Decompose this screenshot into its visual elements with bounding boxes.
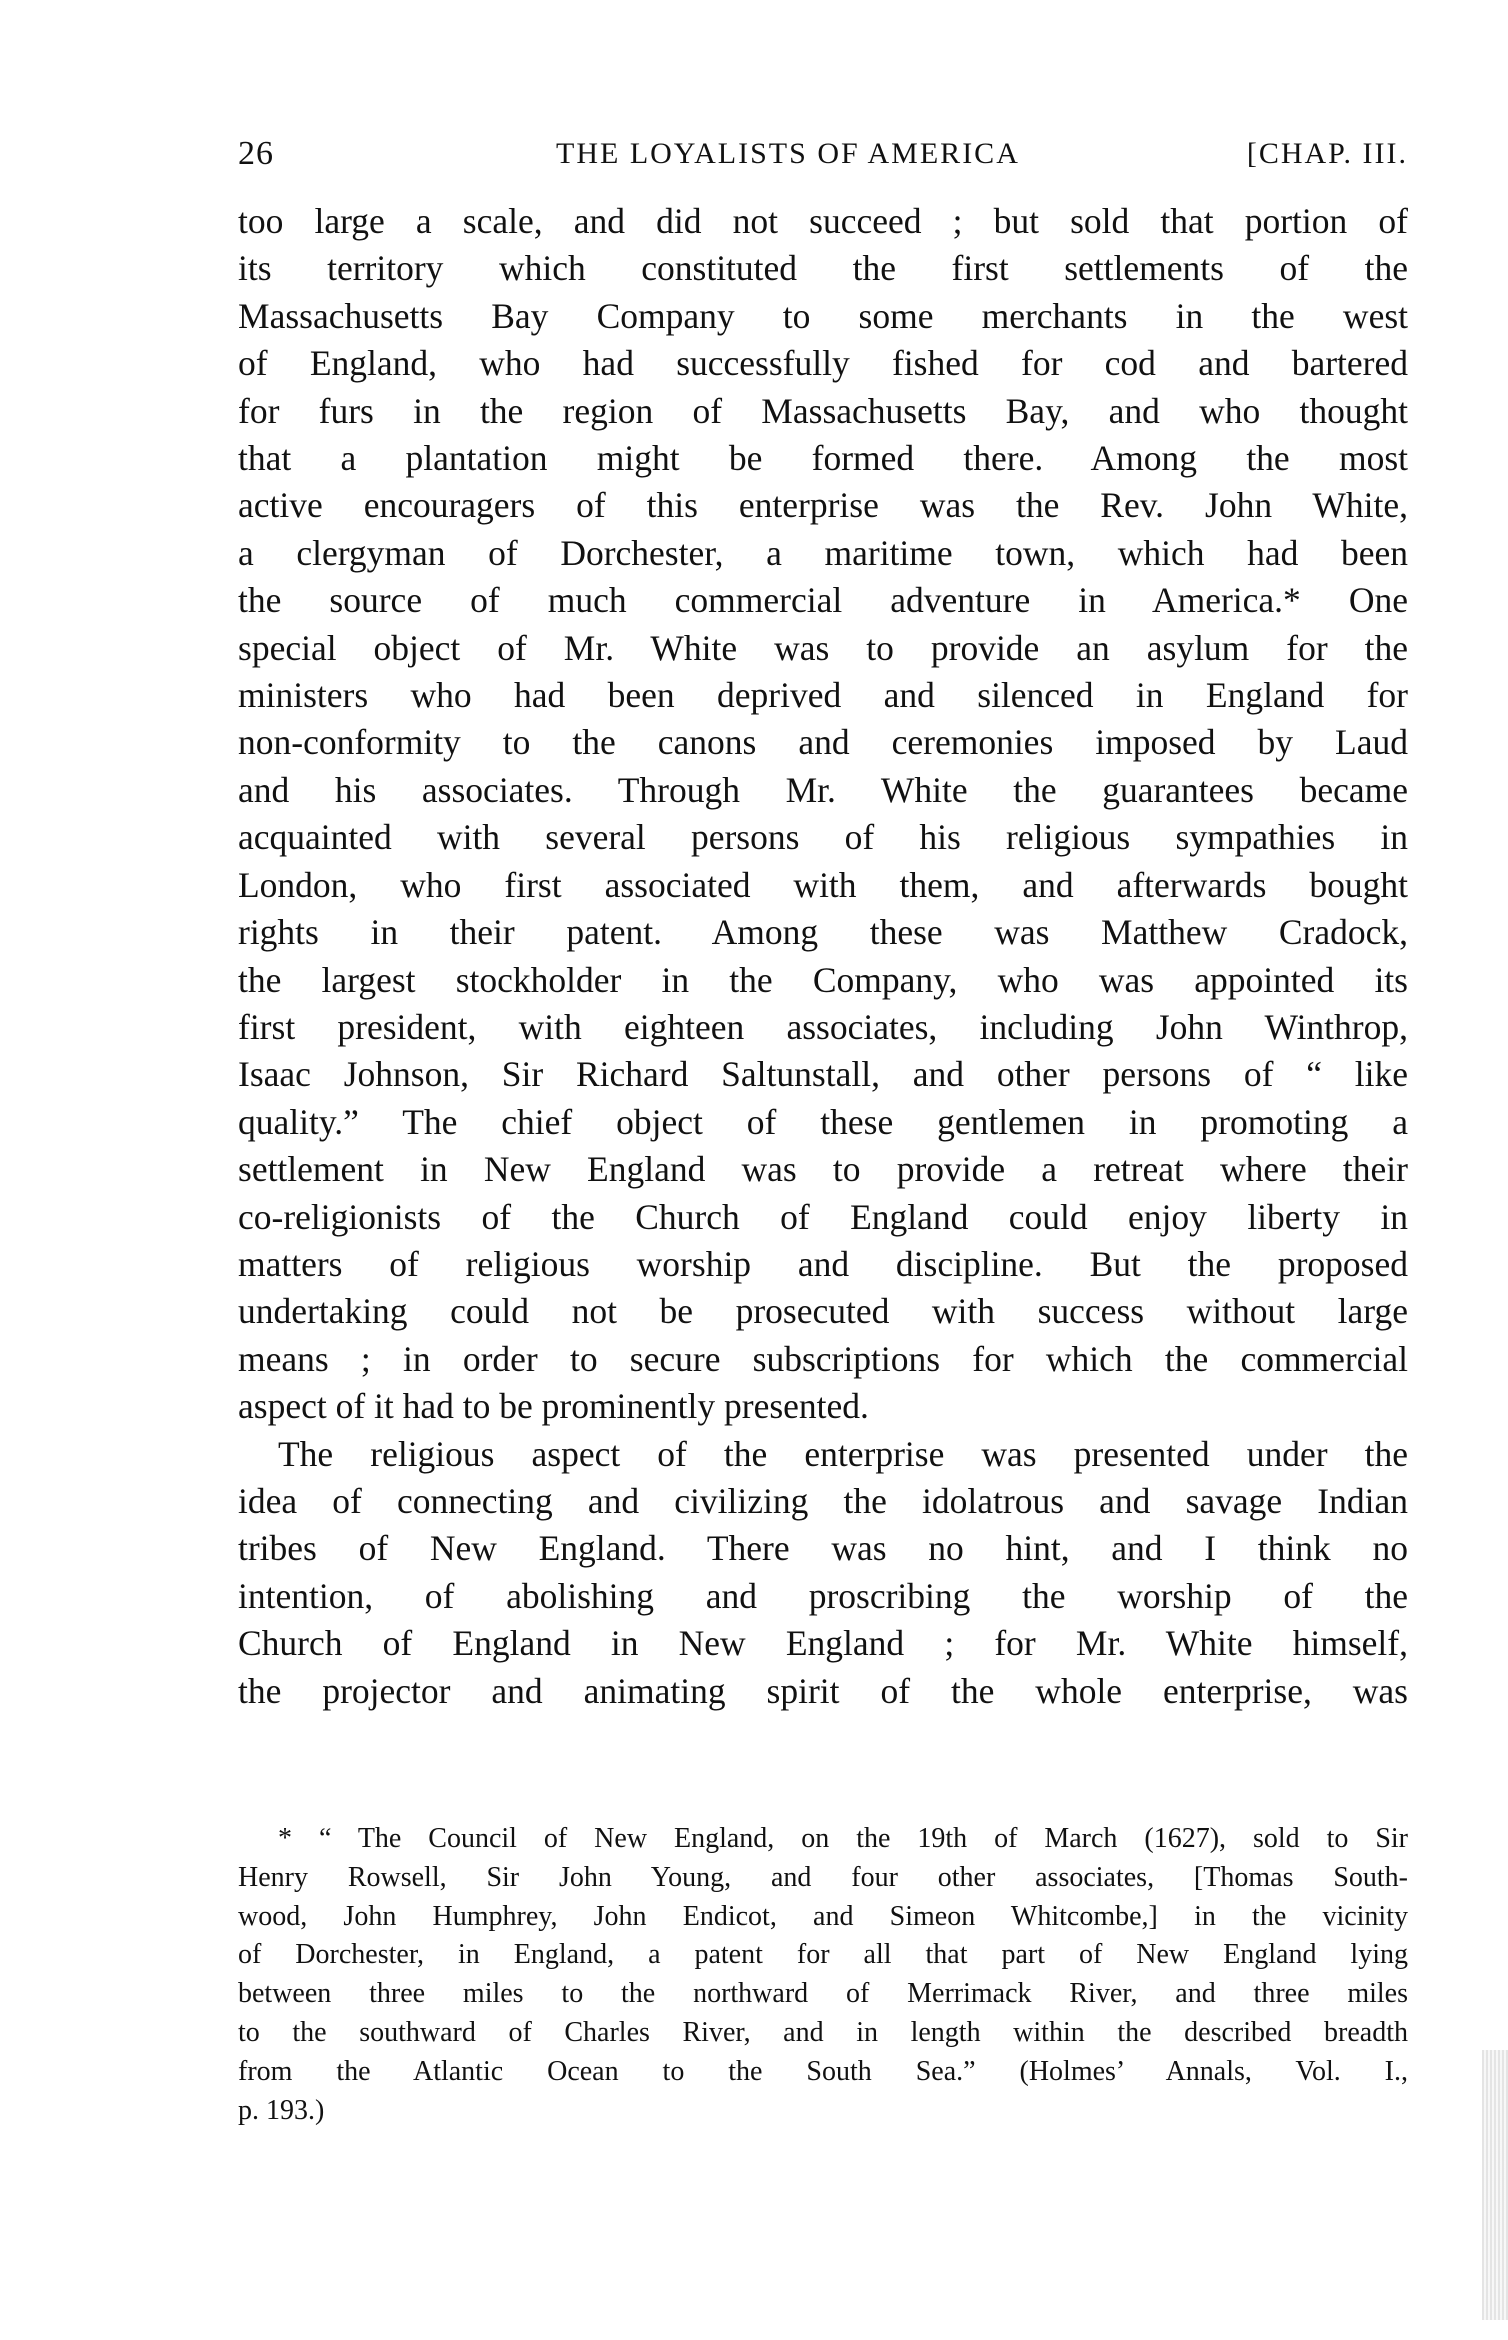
text-line: intention, of abolishing and proscribing the worship of the [238, 1575, 1408, 1616]
text-line: idea of connecting and civilizing the idolatrous and savage Indian [238, 1480, 1408, 1521]
text-line: undertaking could not be prosecuted with success without large [238, 1291, 1408, 1332]
text-line: special object of Mr. White was to provide an asylum for the [238, 627, 1408, 668]
text-line: a clergyman of Dorchester, a maritime town, which had been [238, 532, 1408, 573]
text-line: Isaac Johnson, Sir Richard Saltunstall, and other persons of “ like [238, 1054, 1408, 1095]
footnote-line: of Dorchester, in England, a patent for all that part of New England lying [238, 1939, 1408, 1971]
footnote-line: from the Atlantic Ocean to the South Sea.” (Holmes’ Annals, Vol. I., [238, 2055, 1408, 2087]
text-line: the largest stockholder in the Company, who was appointed its [238, 959, 1408, 1000]
text-line: co-religionists of the Church of England could enjoy liberty in [238, 1196, 1408, 1237]
footnote-line: * “ The Council of New England, on the 19th of March (1627), sold to Sir [278, 1823, 1408, 1854]
text-line: non-conformity to the canons and ceremonies imposed by Laud [238, 722, 1408, 763]
text-line: and his associates. Through Mr. White the guarantees became [238, 769, 1408, 810]
text-line: aspect of it had to be prominently presented. [238, 1386, 869, 1427]
running-title: THE LOYALISTS OF AMERICA [556, 137, 1020, 170]
text-line: too large a scale, and did not succeed ; but sold that portion of [238, 201, 1408, 241]
text-line: London, who first associated with them, and afterwards bought [238, 864, 1408, 905]
text-line: for furs in the region of Massachusetts Bay, and who thought [238, 390, 1408, 431]
page-number: 26 [238, 135, 274, 172]
text-line: quality.” The chief object of these gentlemen in promoting a [238, 1101, 1408, 1142]
text-line: the projector and animating spirit of the whole enterprise, was [238, 1670, 1408, 1711]
text-line: means ; in order to secure subscriptions for which the commercial [238, 1338, 1408, 1379]
footnote-line: Henry Rowsell, Sir John Young, and four other associates, [Thomas South- [238, 1861, 1408, 1893]
text-line: that a plantation might be formed there. Among the most [238, 438, 1408, 479]
text-line: ministers who had been deprived and silenced in England for [238, 675, 1408, 716]
text-line: acquainted with several persons of his religious sympathies in [238, 817, 1408, 858]
running-header [238, 128, 1408, 180]
text-line: The religious aspect of the enterprise was presented under the [278, 1433, 1408, 1474]
chapter-marker: [CHAP. III. [1246, 137, 1408, 170]
footnote-line: p. 193.) [238, 2094, 325, 2126]
scan-edge-artifact [1482, 2050, 1508, 2320]
text-line: the source of much commercial adventure in America.* One [238, 580, 1408, 621]
text-line: Massachusetts Bay Company to some merchants in the west [238, 295, 1408, 336]
text-line: Church of England in New England ; for Mr. White himself, [238, 1623, 1408, 1664]
footnote-line: between three miles to the northward of Merrimack River, and three miles [238, 1978, 1408, 2010]
text-line: settlement in New England was to provide a retreat where their [238, 1149, 1408, 1190]
footnote-line: wood, John Humphrey, John Endicot, and Simeon Whitcombe,] in the vicinity [238, 1900, 1408, 1932]
text-line: tribes of New England. There was no hint, and I think no [238, 1528, 1408, 1569]
text-line: first president, with eighteen associates, including John Winthrop, [238, 1006, 1408, 1047]
text-line: its territory which constituted the first settlements of the [238, 248, 1408, 289]
text-line: of England, who had successfully fished for cod and bartered [238, 343, 1408, 384]
body-text [238, 198, 1408, 1715]
footnote [238, 1820, 1408, 2130]
text-line: active encouragers of this enterprise was the Rev. John White, [238, 485, 1408, 526]
text-line: rights in their patent. Among these was Matthew Cradock, [238, 912, 1408, 953]
footnote-line: to the southward of Charles River, and in length within the described breadth [238, 2016, 1408, 2048]
text-line: matters of religious worship and discipline. But the proposed [238, 1243, 1408, 1284]
